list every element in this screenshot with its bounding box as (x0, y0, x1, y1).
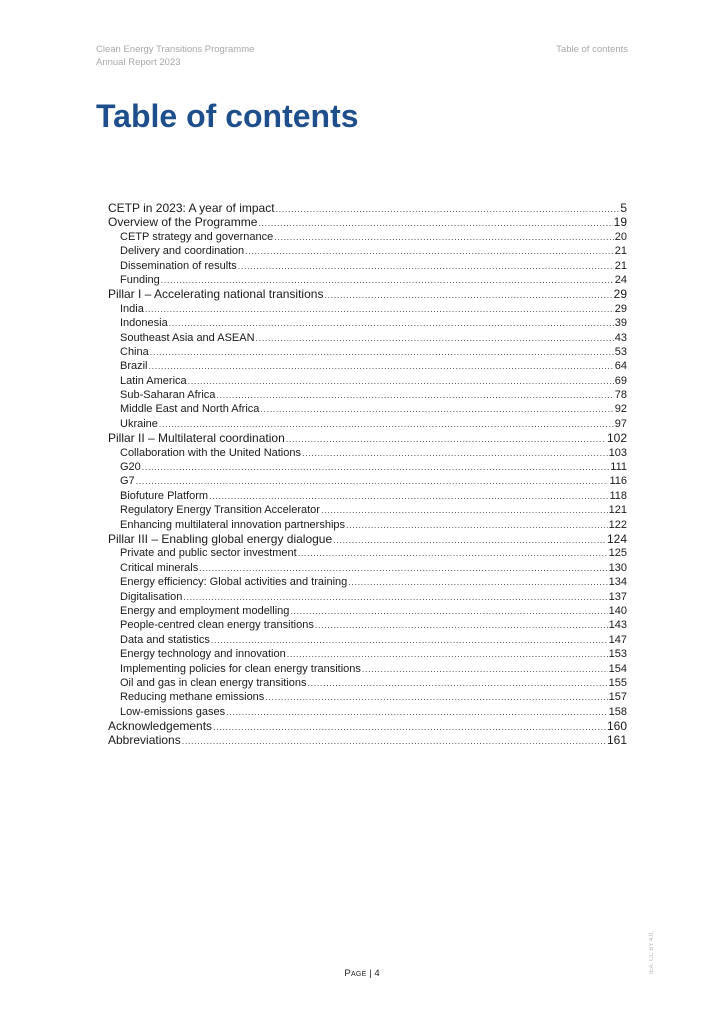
toc-subsection-entry[interactable] (108, 374, 627, 388)
toc-entry-label: Reducing methane emissions (120, 691, 265, 704)
toc-entry-page-number: 155 (608, 676, 627, 689)
toc-dot-leader (150, 345, 614, 359)
toc-section-entry[interactable] (108, 733, 627, 747)
toc-subsection-entry[interactable] (108, 331, 627, 345)
toc-entry-page-number: 130 (608, 561, 627, 574)
toc-subsection-entry[interactable] (108, 518, 627, 532)
toc-dot-leader (265, 690, 607, 704)
toc-entry-label: Digitalisation (120, 590, 183, 603)
toc-dot-leader (287, 647, 608, 661)
footer-page-label: Page (344, 968, 367, 979)
toc-dot-leader (136, 474, 609, 488)
toc-subsection-entry[interactable] (108, 690, 627, 704)
header-report-name: Annual Report 2023 (96, 57, 181, 68)
toc-dot-leader (209, 489, 608, 503)
toc-section-entry[interactable] (108, 431, 627, 445)
toc-subsection-entry[interactable] (108, 302, 627, 316)
toc-subsection-entry[interactable] (108, 647, 627, 661)
toc-subsection-entry[interactable] (108, 474, 627, 488)
toc-entry-label: Enhancing multilateral innovation partnerships (120, 518, 346, 531)
page-title: Table of contents (96, 98, 359, 134)
toc-dot-leader (159, 417, 614, 431)
toc-entry-page-number: 29 (613, 287, 627, 302)
toc-entry-label: Regulatory Energy Transition Accelerator (120, 504, 320, 517)
toc-entry-label: Brazil (120, 360, 148, 373)
toc-entry-label: Delivery and coordination (120, 245, 245, 258)
toc-entry-page-number: 154 (608, 662, 627, 675)
toc-subsection-entry[interactable] (108, 417, 627, 431)
toc-entry-page-number: 140 (608, 604, 627, 617)
toc-subsection-entry[interactable] (108, 259, 627, 273)
toc-dot-leader (211, 633, 608, 647)
toc-dot-leader (226, 705, 607, 719)
toc-dot-leader (183, 590, 607, 604)
toc-dot-leader (290, 604, 607, 618)
toc-entry-label: Data and statistics (120, 633, 210, 646)
toc-entry-page-number: 158 (608, 705, 627, 718)
toc-entry-label: India (120, 302, 144, 315)
toc-entry-label: G20 (120, 461, 141, 474)
toc-entry-page-number: 111 (610, 461, 627, 474)
toc-entry-page-number: 147 (608, 633, 627, 646)
toc-entry-page-number: 103 (608, 446, 627, 459)
toc-dot-leader (324, 288, 612, 301)
toc-dot-leader (308, 676, 608, 690)
toc-entry-page-number: 19 (613, 215, 627, 230)
toc-dot-leader (315, 618, 608, 632)
toc-entry-page-number: 153 (608, 648, 627, 661)
toc-entry-label: Pillar III – Enabling global energy dialogue (108, 531, 333, 546)
toc-entry-page-number: 78 (614, 389, 627, 402)
toc-dot-leader (346, 518, 608, 532)
toc-entry-label: CETP in 2023: A year of impact (108, 201, 275, 215)
toc-subsection-entry[interactable] (108, 561, 627, 575)
toc-subsection-entry[interactable] (108, 402, 627, 416)
toc-entry-label: Private and public sector investment (120, 547, 297, 560)
toc-entry-page-number: 64 (614, 360, 627, 373)
toc-subsection-entry[interactable] (108, 590, 627, 604)
toc-dot-leader (199, 561, 607, 575)
toc-entry-label: China (120, 345, 149, 358)
toc-entry-page-number: 124 (606, 531, 627, 546)
toc-dot-leader (333, 533, 606, 546)
toc-entry-page-number: 53 (614, 345, 627, 358)
toc-dot-leader (362, 662, 608, 676)
toc-dot-leader (216, 388, 613, 402)
toc-entry-label: Latin America (120, 374, 187, 387)
toc-dot-leader (258, 216, 612, 229)
toc-subsection-entry[interactable] (108, 446, 627, 460)
toc-dot-leader (302, 446, 608, 460)
toc-subsection-entry[interactable] (108, 345, 627, 359)
toc-dot-leader (142, 460, 609, 474)
toc-dot-leader (256, 331, 614, 345)
toc-entry-page-number: 29 (614, 302, 627, 315)
toc-entry-label: Pillar I – Accelerating national transitions (108, 287, 324, 302)
toc-entry-label: Critical minerals (120, 561, 199, 574)
toc-subsection-entry[interactable] (108, 546, 627, 560)
toc-entry-label: G7 (120, 475, 135, 488)
toc-subsection-entry[interactable] (108, 676, 627, 690)
toc-subsection-entry[interactable] (108, 503, 627, 517)
toc-entry-label: Indonesia (120, 317, 168, 330)
toc-entry-page-number: 137 (608, 590, 627, 603)
toc-entry-page-number: 160 (606, 719, 627, 734)
toc-subsection-entry[interactable] (108, 460, 627, 474)
toc-entry-page-number: 43 (614, 331, 627, 344)
toc-dot-leader (145, 302, 614, 316)
toc-entry-page-number: 21 (614, 259, 627, 272)
toc-entry-label: Low-emissions gases (120, 705, 226, 718)
toc-entry-label: Energy technology and innovation (120, 648, 286, 661)
page-footer (0, 968, 724, 979)
footer-separator: | (366, 968, 375, 979)
toc-dot-leader (276, 202, 620, 215)
toc-entry-page-number: 157 (608, 691, 627, 704)
header-programme-name: Clean Energy Transitions Programme (96, 44, 255, 55)
toc-dot-leader (348, 575, 607, 589)
toc-entry-label: Oil and gas in clean energy transitions (120, 676, 307, 689)
toc-entry-label: Middle East and North Africa (120, 403, 260, 416)
toc-subsection-entry[interactable] (108, 662, 627, 676)
toc-dot-leader (213, 720, 606, 733)
toc-subsection-entry[interactable] (108, 230, 627, 244)
toc-subsection-entry[interactable] (108, 604, 627, 618)
running-header-right: Table of contents (556, 44, 628, 55)
toc-entry-label: Ukraine (120, 417, 158, 430)
toc-entry-label: Funding (120, 273, 160, 286)
toc-dot-leader (238, 259, 614, 273)
toc-dot-leader (298, 546, 608, 560)
toc-dot-leader (286, 432, 606, 445)
toc-entry-page-number: 69 (614, 374, 627, 387)
footer-page-number: 4 (374, 968, 380, 979)
toc-section-entry[interactable] (108, 215, 627, 229)
toc-dot-leader (161, 273, 614, 287)
toc-entry-page-number: 5 (620, 201, 627, 215)
toc-dot-leader (274, 230, 613, 244)
toc-section-entry[interactable] (108, 532, 627, 546)
toc-dot-leader (245, 244, 614, 258)
toc-section-entry[interactable] (108, 201, 627, 215)
toc-entry-label: Sub-Saharan Africa (120, 389, 216, 402)
toc-entry-label: Overview of the Programme (108, 215, 258, 230)
toc-entry-page-number: 24 (614, 273, 627, 286)
toc-entry-page-number: 122 (608, 518, 627, 531)
toc-dot-leader (321, 503, 608, 517)
toc-entry-label: Energy and employment modelling (120, 604, 290, 617)
license-note: IEA. CC BY 4.0. (649, 931, 655, 974)
toc-entry-label: CETP strategy and governance (120, 230, 274, 243)
toc-entry-label: Abbreviations (108, 733, 181, 748)
toc-subsection-entry[interactable] (108, 359, 627, 373)
toc-entry-page-number: 102 (606, 431, 627, 446)
toc-entry-label: Acknowledgements (108, 719, 213, 734)
toc-subsection-entry[interactable] (108, 388, 627, 402)
toc-subsection-entry[interactable] (108, 633, 627, 647)
toc-entry-label: People-centred clean energy transitions (120, 619, 314, 632)
toc-entry-page-number: 116 (609, 475, 627, 488)
toc-entry-label: Collaboration with the United Nations (120, 446, 301, 459)
toc-entry-page-number: 39 (614, 317, 627, 330)
toc-entry-page-number: 143 (608, 619, 627, 632)
toc-dot-leader (169, 316, 614, 330)
table-of-contents (108, 201, 627, 748)
toc-entry-label: Dissemination of results (120, 259, 237, 272)
toc-subsection-entry[interactable] (108, 705, 627, 719)
toc-entry-page-number: 125 (608, 547, 627, 560)
toc-entry-label: Pillar II – Multilateral coordination (108, 431, 285, 446)
toc-subsection-entry[interactable] (108, 316, 627, 330)
toc-dot-leader (260, 402, 613, 416)
toc-entry-label: Biofuture Platform (120, 489, 209, 502)
toc-entry-page-number: 97 (614, 417, 627, 430)
toc-section-entry[interactable] (108, 287, 627, 301)
toc-entry-page-number: 21 (614, 245, 627, 258)
toc-entry-page-number: 92 (614, 403, 627, 416)
toc-entry-page-number: 161 (606, 733, 627, 748)
running-header-left (96, 43, 254, 69)
toc-subsection-entry[interactable] (108, 575, 627, 589)
toc-subsection-entry[interactable] (108, 618, 627, 632)
toc-entry-label: Energy efficiency: Global activities and training (120, 576, 348, 589)
toc-entry-page-number: 20 (614, 230, 627, 243)
toc-section-entry[interactable] (108, 719, 627, 733)
toc-dot-leader (149, 359, 614, 373)
toc-entry-page-number: 134 (608, 576, 627, 589)
toc-dot-leader (182, 734, 606, 747)
toc-entry-page-number: 121 (608, 504, 627, 517)
toc-dot-leader (188, 374, 614, 388)
toc-subsection-entry[interactable] (108, 244, 627, 258)
toc-entry-label: Implementing policies for clean energy transitions (120, 662, 361, 675)
toc-entry-page-number: 118 (609, 489, 627, 502)
toc-subsection-entry[interactable] (108, 273, 627, 287)
toc-subsection-entry[interactable] (108, 489, 627, 503)
toc-entry-label: Southeast Asia and ASEAN (120, 331, 255, 344)
